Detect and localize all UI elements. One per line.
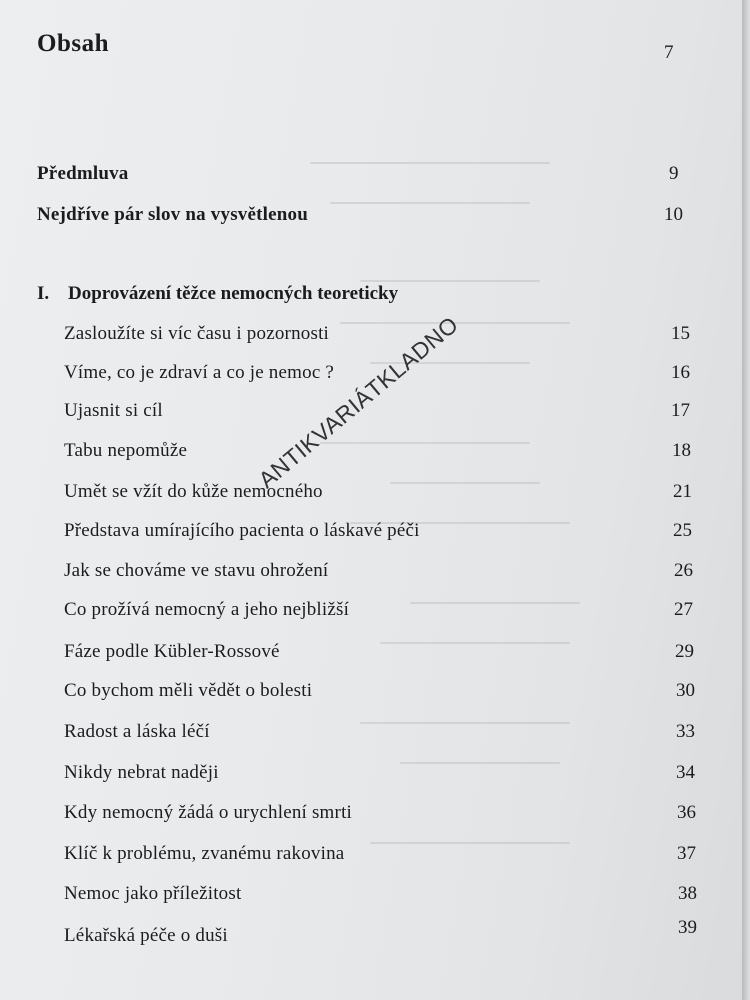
- toc-entry-page: 10: [664, 204, 683, 225]
- toc-entry-title: Víme, co je zdraví a co je nemoc ?: [64, 362, 335, 383]
- toc-entry-page: 25: [673, 520, 692, 541]
- toc-entry-page: 38: [678, 883, 697, 904]
- toc-entry: [0, 440, 742, 470]
- toc-entry-page: 39: [678, 917, 697, 938]
- toc-entry: [0, 481, 742, 511]
- toc-heading: Obsah: [37, 30, 109, 57]
- section-number: I.: [37, 283, 50, 304]
- toc-entry-page: 26: [674, 560, 693, 581]
- toc-entry: [0, 802, 742, 832]
- toc-entry: [0, 917, 742, 955]
- toc-entry-title: Kdy nemocný žádá o urychlení smrti: [64, 802, 353, 823]
- toc-entry-page: 30: [676, 680, 695, 701]
- toc-entry-title: Radost a láska léčí: [64, 721, 210, 742]
- toc-entry: [0, 323, 742, 353]
- toc-entry: [0, 762, 742, 792]
- watermark-text: ANTIKVARIÁTKLADNO: [253, 311, 464, 494]
- toc-entry-title: Klíč k problému, zvanému rakovina: [64, 843, 345, 864]
- toc-entry: [0, 641, 742, 671]
- toc-heading-page-number: 7: [664, 42, 674, 63]
- toc-entry-page: 34: [676, 762, 695, 783]
- toc-entry: [0, 721, 742, 751]
- toc-entry-page: 9: [669, 163, 679, 184]
- toc-entry: [0, 843, 742, 873]
- toc-entry-page: 21: [673, 481, 692, 502]
- toc-entry: [0, 560, 742, 590]
- toc-entry: [0, 520, 742, 550]
- toc-entry-title: Tabu nepomůže: [64, 440, 188, 461]
- toc-entry-title: Fáze podle Kübler-Rossové: [64, 641, 280, 662]
- toc-entry-title: Nejdříve pár slov na vysvětlenou: [37, 204, 308, 225]
- section-title: Doprovázení těžce nemocných teoreticky: [68, 283, 399, 304]
- toc-entry-title: Nemoc jako příležitost: [64, 883, 242, 904]
- toc-entry: [0, 204, 742, 234]
- toc-entry-title: Jak se chováme ve stavu ohrožení: [64, 560, 329, 581]
- toc-entry-page: 37: [677, 843, 696, 864]
- toc-entry-page: 36: [677, 802, 696, 823]
- toc-entry-title: Co bychom měli vědět o bolesti: [64, 680, 313, 701]
- toc-entry-title: Nikdy nebrat naději: [64, 762, 219, 783]
- toc-entry-page: 15: [671, 323, 690, 344]
- toc-entry-title: Umět se vžít do kůže nemocného: [64, 481, 323, 502]
- toc-entry-page: 18: [672, 440, 691, 461]
- toc-entry-page: 16: [671, 362, 690, 383]
- toc-entry-page: 17: [671, 400, 690, 421]
- toc-entry-page: 33: [676, 721, 695, 742]
- toc-entry: [0, 883, 742, 913]
- toc-entry-title: Představa umírajícího pacienta o láskavé péči: [64, 520, 420, 541]
- toc-entry-title: Zasloužíte si víc času i pozornosti: [64, 323, 330, 344]
- toc-entry-page: 29: [675, 641, 694, 662]
- toc-entry-title: Co prožívá nemocný a jeho nejbližší: [64, 599, 350, 620]
- toc-entry-title: Lékařská péče o duši: [64, 925, 228, 946]
- toc-entry: [0, 163, 742, 193]
- toc-entry-page: 27: [674, 599, 693, 620]
- toc-entry-title: Předmluva: [37, 163, 129, 184]
- toc-entry-title: Ujasnit si cíl: [64, 400, 163, 421]
- toc-entry: [0, 680, 742, 710]
- page-edge: [742, 0, 750, 1000]
- toc-entry: [0, 599, 742, 629]
